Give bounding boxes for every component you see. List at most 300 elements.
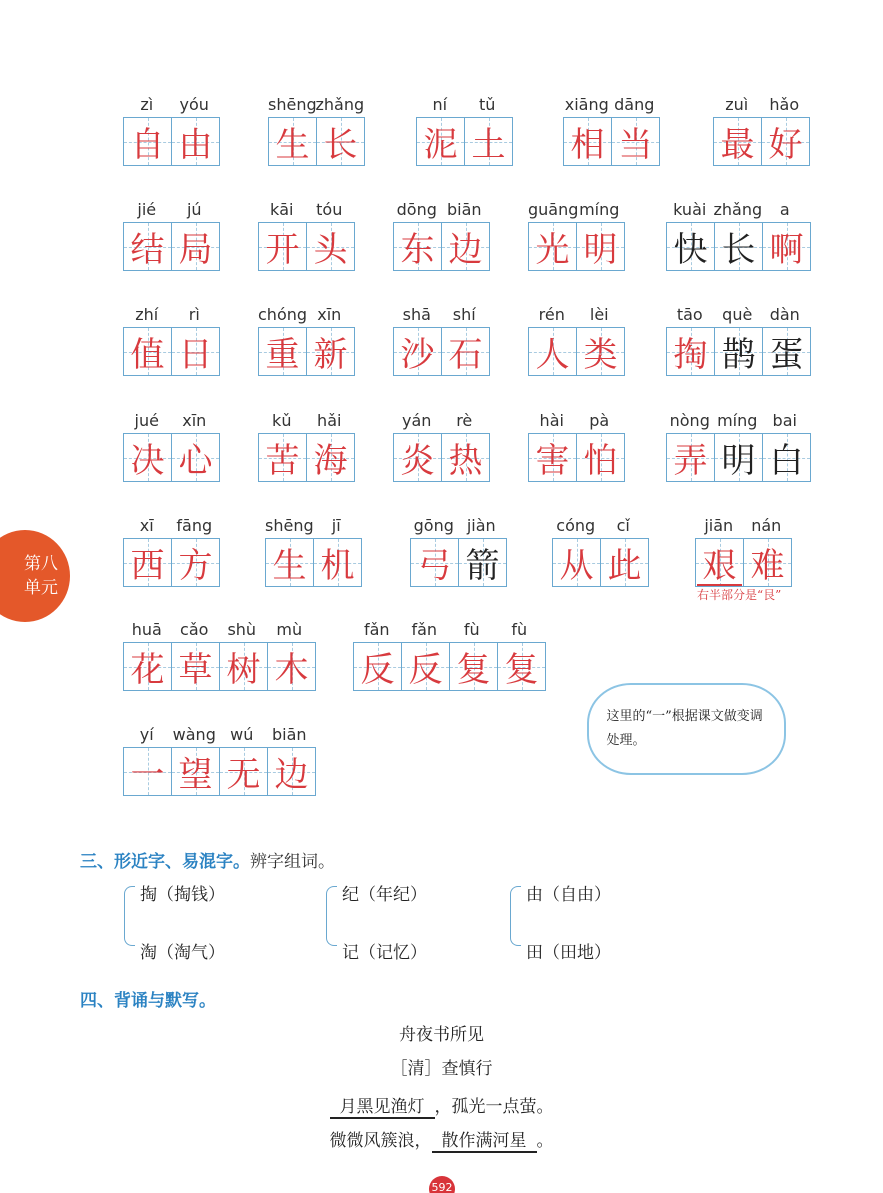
hanzi: 最 — [720, 125, 755, 165]
char-cell — [442, 434, 489, 481]
char-cell — [172, 223, 219, 270]
pinyin: cǐ — [616, 516, 630, 535]
hanzi: 草 — [178, 650, 213, 690]
char-cell — [714, 118, 762, 165]
vocab-word — [123, 411, 220, 482]
pinyin: zuì — [725, 95, 749, 114]
char-cell — [498, 643, 545, 690]
pinyin: biān — [446, 200, 482, 219]
pinyin-row — [410, 516, 507, 538]
brace-icon — [124, 886, 135, 946]
pinyin-row — [258, 411, 355, 433]
group-item: 纪（年纪） — [342, 885, 427, 905]
tianzige-cells — [258, 327, 355, 376]
char-cell — [124, 434, 172, 481]
hanzi: 光 — [535, 230, 570, 270]
char-cell — [744, 539, 791, 586]
pinyin: què — [722, 305, 753, 324]
char-cell — [268, 643, 315, 690]
char-cell — [763, 328, 810, 375]
pinyin: hǎo — [769, 95, 800, 114]
pinyin: fāng — [176, 516, 213, 535]
char-cell — [307, 223, 354, 270]
pinyin: pà — [589, 411, 610, 430]
pinyin-row — [123, 200, 220, 222]
pinyin-row — [258, 200, 355, 222]
hanzi: 白 — [769, 441, 804, 481]
pinyin: zhí — [135, 305, 159, 324]
pinyin: jú — [186, 200, 202, 219]
hanzi: 类 — [583, 335, 618, 375]
tianzige-cells — [563, 117, 660, 166]
tianzige-cells — [528, 433, 625, 482]
hanzi: 人 — [535, 335, 570, 375]
char-cell — [317, 118, 364, 165]
char-cell — [402, 643, 450, 690]
hanzi: 复 — [504, 650, 539, 690]
tianzige-cells — [123, 642, 316, 691]
pinyin: kǔ — [272, 411, 292, 430]
pinyin: yán — [402, 411, 432, 430]
char-cell — [124, 748, 172, 795]
vocab-word — [410, 516, 507, 587]
hanzi: 局 — [178, 230, 213, 270]
pinyin: hǎi — [317, 411, 342, 430]
vocab-word — [713, 95, 810, 166]
char-cell — [529, 223, 577, 270]
hanzi: 好 — [768, 125, 803, 165]
char-cell — [124, 328, 172, 375]
pinyin: bai — [772, 411, 797, 430]
char-cell — [394, 434, 442, 481]
vocab-word — [258, 305, 355, 376]
pinyin-row — [528, 305, 625, 327]
char-cell — [394, 223, 442, 270]
pinyin-row — [695, 516, 792, 538]
tianzige-cells — [666, 222, 811, 271]
group-item: 田（田地） — [526, 943, 611, 963]
pinyin-row — [123, 305, 220, 327]
unit-badge-line1: 第八 — [24, 554, 58, 574]
tianzige-cells — [416, 117, 513, 166]
tianzige-cells — [695, 538, 792, 587]
pinyin: rì — [188, 305, 200, 324]
page-number: 592 — [429, 1176, 455, 1193]
char-cell — [172, 118, 219, 165]
char-cell — [442, 223, 489, 270]
pinyin: kāi — [269, 200, 294, 219]
char-cell — [172, 328, 219, 375]
tianzige-cells — [123, 117, 220, 166]
hanzi: 啊 — [769, 230, 804, 270]
pinyin-row — [258, 305, 355, 327]
char-cell — [715, 328, 763, 375]
hanzi: 沙 — [400, 335, 435, 375]
hanzi: 自 — [130, 125, 165, 165]
char-cell — [269, 118, 317, 165]
hanzi: 苦 — [265, 441, 300, 481]
pinyin: tāo — [676, 305, 703, 324]
hanzi: 值 — [130, 335, 165, 375]
char-cell — [259, 328, 307, 375]
pinyin: lèi — [589, 305, 609, 324]
pinyin: ní — [432, 95, 448, 114]
tianzige-cells — [552, 538, 649, 587]
hanzi: 艰 — [702, 546, 737, 586]
hanzi: 热 — [448, 441, 483, 481]
tianzige-cells — [258, 433, 355, 482]
pinyin: jié — [137, 200, 157, 219]
cloud-note — [587, 683, 786, 775]
section3-title: 三、形近字、易混字。 — [80, 852, 250, 872]
tianzige-cells — [123, 327, 220, 376]
vocab-word — [666, 200, 811, 271]
hanzi: 结 — [130, 230, 165, 270]
pinyin: shā — [402, 305, 431, 324]
pinyin-row — [268, 95, 365, 117]
section4-heading: 四、背诵与默写。 — [80, 991, 216, 1011]
pinyin-row — [265, 516, 362, 538]
hanzi: 此 — [607, 546, 642, 586]
char-cell — [172, 434, 219, 481]
char-cell — [577, 328, 624, 375]
pinyin: xīn — [182, 411, 207, 430]
vocab-word — [353, 620, 546, 691]
hanzi: 快 — [673, 230, 708, 270]
hanzi: 决 — [130, 441, 165, 481]
hanzi: 反 — [408, 650, 443, 690]
poem-line-2 — [0, 1126, 883, 1153]
pinyin-row — [123, 725, 316, 747]
hanzi: 望 — [178, 755, 213, 795]
pinyin-row — [123, 95, 220, 117]
hanzi: 木 — [274, 650, 309, 690]
char-cell — [354, 643, 402, 690]
poem-text: 。 — [536, 1131, 554, 1151]
tianzige-cells — [410, 538, 507, 587]
tianzige-cells — [123, 538, 220, 587]
hanzi: 无 — [226, 755, 261, 795]
pinyin-row — [563, 95, 660, 117]
hanzi: 弓 — [417, 546, 452, 586]
hanzi: 长 — [323, 125, 358, 165]
hanzi: 重 — [265, 335, 300, 375]
group-item: 掏（掏钱） — [140, 885, 225, 905]
poem-title: 舟夜书所见 — [399, 1025, 484, 1045]
pinyin: míng — [717, 411, 758, 430]
tianzige-cells — [353, 642, 546, 691]
pinyin: yóu — [179, 95, 209, 114]
hanzi: 相 — [570, 125, 605, 165]
char-cell — [459, 539, 506, 586]
char-cell — [124, 118, 172, 165]
pinyin: dōng — [396, 200, 437, 219]
vocab-word — [268, 95, 365, 166]
pinyin-row — [666, 411, 811, 433]
hanzi: 一 — [130, 755, 165, 795]
hanzi: 机 — [320, 546, 355, 586]
pinyin: tóu — [316, 200, 343, 219]
pinyin: fù — [511, 620, 528, 639]
pinyin: wàng — [172, 725, 216, 744]
hanzi: 掏 — [673, 335, 708, 375]
pinyin: nòng — [669, 411, 710, 430]
char-cell — [715, 223, 763, 270]
pinyin: zhǎng — [713, 200, 763, 219]
char-cell — [307, 434, 354, 481]
char-cell — [172, 539, 219, 586]
pinyin-row — [123, 620, 316, 642]
hanzi: 弄 — [673, 441, 708, 481]
cloud-note-text: 这里的“一”根据课文做变调处理。 — [606, 709, 763, 748]
hanzi: 明 — [583, 230, 618, 270]
hanzi: 日 — [178, 335, 213, 375]
pinyin: zì — [140, 95, 154, 114]
char-cell — [601, 539, 648, 586]
char-cell — [220, 643, 268, 690]
group-item: 记（记忆） — [342, 943, 427, 963]
pinyin-row — [123, 411, 220, 433]
pinyin-row — [353, 620, 546, 642]
vocab-word — [528, 200, 625, 271]
section3-heading — [80, 847, 335, 872]
hanzi: 复 — [456, 650, 491, 690]
tianzige-cells — [265, 538, 362, 587]
pinyin: míng — [579, 200, 620, 219]
poem-text: 微微风簇浪， — [329, 1131, 432, 1151]
hanzi: 方 — [178, 546, 213, 586]
char-cell — [411, 539, 459, 586]
char-cell — [667, 223, 715, 270]
vocab-word — [123, 725, 316, 796]
char-cell — [763, 223, 810, 270]
vocab-word — [393, 305, 490, 376]
tianzige-cells — [393, 222, 490, 271]
pinyin: shí — [452, 305, 476, 324]
char-cell — [314, 539, 361, 586]
tianzige-cells — [528, 222, 625, 271]
hanzi: 海 — [313, 441, 348, 481]
pinyin: fǎn — [411, 620, 438, 639]
pinyin: xīn — [317, 305, 342, 324]
char-cell — [172, 643, 220, 690]
pinyin: rén — [538, 305, 565, 324]
vocab-word — [393, 411, 490, 482]
char-cell — [529, 434, 577, 481]
char-cell — [465, 118, 512, 165]
pinyin: cóng — [556, 516, 596, 535]
pinyin: hài — [539, 411, 564, 430]
vocab-word — [393, 200, 490, 271]
answer-blank[interactable]: 散作满河星 — [432, 1126, 537, 1153]
char-cell — [442, 328, 489, 375]
char-cell — [553, 539, 601, 586]
pinyin-row — [393, 305, 490, 327]
poem-text: ，孤光一点萤。 — [434, 1097, 554, 1117]
hanzi: 怕 — [583, 441, 618, 481]
pinyin-row — [123, 516, 220, 538]
group-item: 淘（淘气） — [140, 943, 225, 963]
char-cell — [266, 539, 314, 586]
pinyin: a — [779, 200, 790, 219]
pinyin: yí — [139, 725, 154, 744]
hanzi: 鹊 — [721, 335, 756, 375]
pinyin: jiàn — [466, 516, 496, 535]
char-cell — [417, 118, 465, 165]
char-cell — [124, 539, 172, 586]
poem-author: ［清］查慎行 — [390, 1059, 493, 1079]
pinyin: jué — [134, 411, 159, 430]
pinyin: jiān — [704, 516, 734, 535]
pinyin: jī — [331, 516, 341, 535]
hanzi: 蛋 — [769, 335, 804, 375]
hanzi: 西 — [130, 546, 165, 586]
hanzi: 心 — [178, 441, 213, 481]
char-cell — [450, 643, 498, 690]
char-cell — [577, 434, 624, 481]
pinyin: chóng — [258, 305, 308, 324]
pinyin: huā — [131, 620, 162, 639]
vocab-word — [123, 200, 220, 271]
brace-icon — [510, 886, 521, 946]
hanzi: 土 — [471, 125, 506, 165]
pinyin: zhǎng — [315, 95, 365, 114]
pinyin: nán — [751, 516, 782, 535]
pinyin-row — [666, 305, 811, 327]
char-cell — [124, 223, 172, 270]
poem-line-1 — [0, 1092, 883, 1119]
char-cell — [529, 328, 577, 375]
vocab-word — [258, 411, 355, 482]
vocab-word — [123, 516, 220, 587]
pinyin-row — [393, 200, 490, 222]
char-cell — [259, 223, 307, 270]
char-cell — [220, 748, 268, 795]
hanzi: 长 — [721, 230, 756, 270]
vocab-word — [666, 411, 811, 482]
char-cell — [715, 434, 763, 481]
pinyin: biān — [271, 725, 307, 744]
pinyin: shēng — [268, 95, 317, 114]
char-cell — [762, 118, 809, 165]
pinyin: guāng — [528, 200, 579, 219]
pinyin: gōng — [413, 516, 454, 535]
pinyin: rè — [456, 411, 473, 430]
hanzi: 泥 — [423, 125, 458, 165]
tianzige-cells — [713, 117, 810, 166]
hanzi: 东 — [400, 230, 435, 270]
pinyin-row — [666, 200, 811, 222]
unit-badge-line2: 单元 — [24, 578, 58, 598]
hanzi: 当 — [618, 125, 653, 165]
hanzi: 难 — [750, 546, 785, 586]
char-cell — [172, 748, 220, 795]
tianzige-cells — [666, 433, 811, 482]
pinyin: dàn — [769, 305, 800, 324]
tianzige-cells — [258, 222, 355, 271]
brace-icon — [326, 886, 337, 946]
char-cell — [394, 328, 442, 375]
pinyin-row — [713, 95, 810, 117]
pinyin-row — [416, 95, 513, 117]
hanzi: 由 — [178, 125, 213, 165]
hanzi: 石 — [448, 335, 483, 375]
char-cell — [696, 539, 744, 586]
vocab-word — [666, 305, 811, 376]
answer-blank[interactable]: 月黑见渔灯 — [330, 1092, 435, 1119]
hanzi: 箭 — [465, 546, 500, 586]
pinyin: tǔ — [479, 95, 496, 114]
vocab-word — [123, 95, 220, 166]
vocab-word — [528, 305, 625, 376]
hanzi: 边 — [274, 755, 309, 795]
hanzi: 开 — [265, 230, 300, 270]
hanzi: 花 — [130, 650, 165, 690]
hanzi: 反 — [360, 650, 395, 690]
char-cell — [577, 223, 624, 270]
char-cell — [763, 434, 810, 481]
char-cell — [268, 748, 315, 795]
tianzige-cells — [528, 327, 625, 376]
pinyin: xiāng — [564, 95, 609, 114]
vocab-word — [563, 95, 660, 166]
pinyin-row — [552, 516, 649, 538]
vocab-word — [695, 516, 792, 587]
vocab-word — [528, 411, 625, 482]
section3-instruction: 辨字组词。 — [250, 852, 335, 872]
tianzige-cells — [393, 327, 490, 376]
hanzi: 生 — [272, 546, 307, 586]
pinyin-row — [393, 411, 490, 433]
group-item: 由（自由） — [526, 885, 611, 905]
tianzige-cells — [123, 747, 316, 796]
pinyin: xī — [139, 516, 154, 535]
char-cell — [612, 118, 659, 165]
vocab-word — [123, 620, 316, 691]
tianzige-cells — [268, 117, 365, 166]
vocab-word — [416, 95, 513, 166]
char-cell — [667, 434, 715, 481]
hanzi: 树 — [226, 650, 261, 690]
pinyin-row — [528, 200, 625, 222]
jian-note: 右半部分是“艮” — [697, 588, 782, 602]
char-cell — [307, 328, 354, 375]
unit-badge — [0, 530, 70, 622]
char-cell — [259, 434, 307, 481]
vocab-word — [258, 200, 355, 271]
vocab-word — [552, 516, 649, 587]
pinyin: shēng — [265, 516, 314, 535]
vocab-word — [123, 305, 220, 376]
pinyin: mù — [276, 620, 303, 639]
tianzige-cells — [123, 433, 220, 482]
pinyin: wú — [230, 725, 254, 744]
hanzi: 头 — [313, 230, 348, 270]
pinyin: dāng — [614, 95, 655, 114]
pinyin: fù — [463, 620, 480, 639]
pinyin: kuài — [673, 200, 707, 219]
tianzige-cells — [393, 433, 490, 482]
pinyin: shù — [227, 620, 257, 639]
char-cell — [667, 328, 715, 375]
hanzi: 害 — [535, 441, 570, 481]
tianzige-cells — [123, 222, 220, 271]
hanzi: 新 — [313, 335, 348, 375]
vocab-word — [265, 516, 362, 587]
hanzi: 边 — [448, 230, 483, 270]
char-cell — [124, 643, 172, 690]
tianzige-cells — [666, 327, 811, 376]
